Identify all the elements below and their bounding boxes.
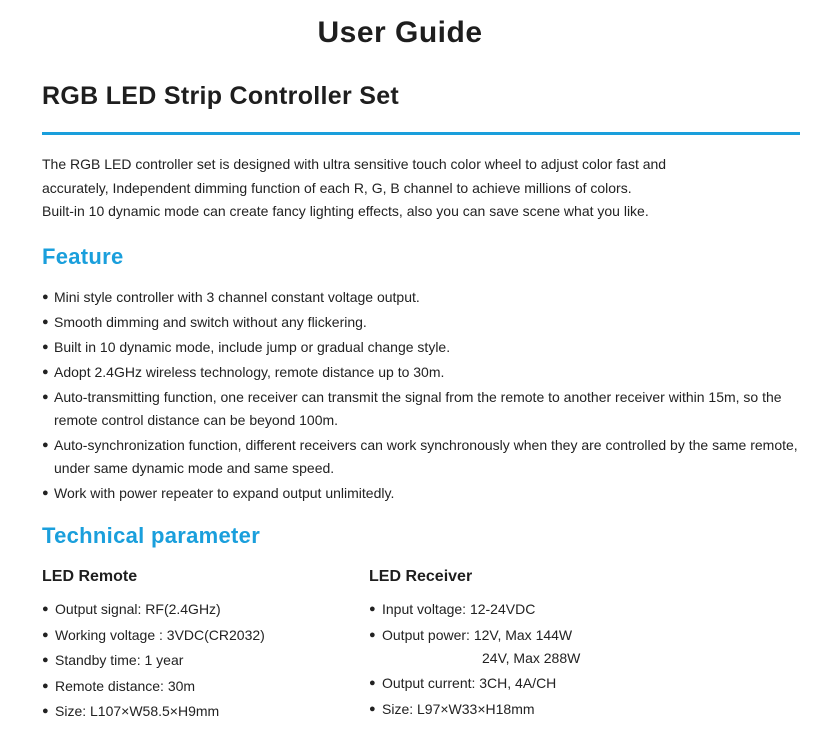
technical-parameter-heading: Technical parameter: [42, 523, 261, 548]
feature-item: ● Smooth dimming and switch without any flickering.: [42, 311, 812, 334]
feature-item: ● Adopt 2.4GHz wireless technology, remote distance up to 30m.: [42, 361, 812, 384]
bullet-icon: ●: [369, 677, 376, 689]
bullet-icon: ●: [42, 391, 49, 403]
bullet-icon: ●: [42, 439, 49, 451]
feature-heading: Feature: [42, 244, 124, 269]
spec-item: ● Size: L97×W33×H18mm: [369, 698, 689, 721]
intro-line: Built-in 10 dynamic mode can create fancy lighting effects, also you can save scene what you like.: [42, 203, 649, 219]
bullet-icon: ●: [42, 603, 49, 615]
feature-list: [42, 286, 812, 507]
intro-line: accurately, Independent dimming function of each R, G, B channel to achieve millions of colors.: [42, 179, 632, 196]
led-receiver-heading: LED Receiver: [369, 568, 473, 585]
spec-item: ● Size: L107×W58.5×H9mm: [42, 700, 342, 723]
bullet-icon: ●: [369, 628, 376, 641]
bullet-icon: ●: [42, 366, 49, 378]
spec-item: ● Working voltage : 3VDC(CR2032): [42, 624, 342, 647]
spec-item: ● Remote distance: 30m: [42, 675, 342, 698]
bullet-icon: ●: [42, 654, 49, 666]
led-remote-specs: [42, 598, 342, 723]
output-power-continuation: 24V, Max 288W: [482, 649, 581, 666]
feature-item: ● Built in 10 dynamic mode, include jump or gradual change style.: [42, 336, 812, 359]
intro-paragraph: [42, 153, 802, 224]
bullet-icon: ●: [369, 603, 376, 615]
bullet-icon: ●: [42, 341, 49, 353]
title-divider: [42, 132, 800, 135]
led-remote-column: [42, 566, 342, 726]
bullet-icon: ●: [42, 679, 49, 692]
led-remote-heading: LED Remote: [42, 568, 138, 585]
spec-item: ● Output power: 12V, Max 144W 24V, Max 288W: [369, 624, 689, 670]
bullet-icon: ●: [42, 705, 49, 717]
bullet-icon: ●: [42, 316, 49, 328]
spec-item: ● Standby time: 1 year: [42, 649, 342, 672]
bullet-icon: ●: [42, 628, 49, 641]
spec-item: ● Input voltage: 12-24VDC: [369, 598, 689, 621]
bullet-icon: ●: [42, 291, 49, 303]
led-receiver-specs: [369, 598, 689, 721]
spec-item: ● Output signal: RF(2.4GHz): [42, 598, 342, 621]
spec-item: ● Output current: 3CH, 4A/CH: [369, 672, 689, 695]
feature-item: ● Work with power repeater to expand output unlimitedly.: [42, 482, 812, 505]
feature-item: ● Auto-synchronization function, different receivers can work synchronously when they are controlled by the same remote, under same dynamic mode and same speed.: [42, 434, 812, 480]
document-title: RGB LED Strip Controller Set: [42, 82, 400, 110]
feature-item: ● Auto-transmitting function, one receiver can transmit the signal from the remote to another receiver within 15m, so the remote control distance can be beyond 100m.: [42, 386, 812, 432]
feature-item: ● Mini style controller with 3 channel constant voltage output.: [42, 286, 812, 309]
bullet-icon: ●: [369, 702, 376, 715]
bullet-icon: ●: [42, 487, 49, 499]
led-receiver-column: [369, 566, 689, 723]
page-title: User Guide: [317, 16, 483, 49]
intro-line: The RGB LED controller set is designed with ultra sensitive touch color wheel to adjust color fast and: [42, 156, 667, 172]
